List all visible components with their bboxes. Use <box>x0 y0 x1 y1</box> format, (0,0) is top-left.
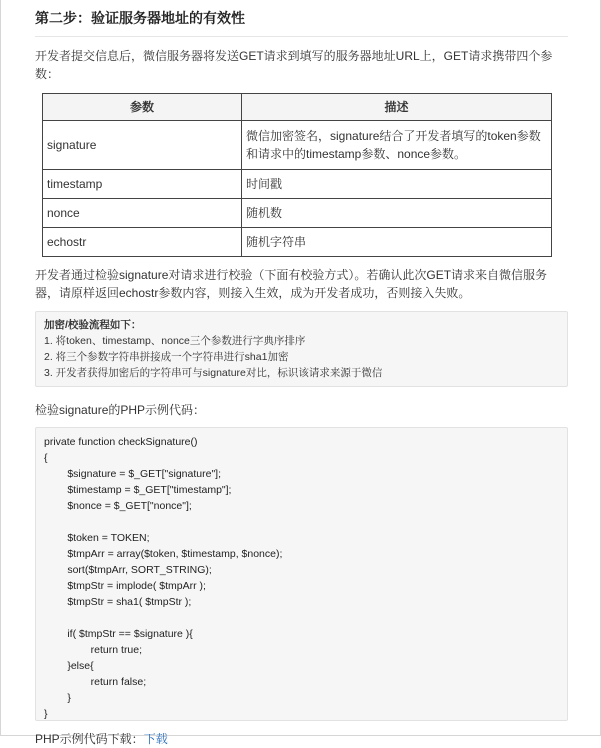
param-desc: 微信加密签名，signature结合了开发者填写的token参数和请求中的timestamp参数、nonce参数。 <box>242 121 552 170</box>
code-block: private function checkSignature() { $signature = $_GET["signature"]; $timestamp = $_GET["timestamp"]; $nonce = $_GET["nonce"]; $token = TOKEN; $tmpArr = array($token, $timestamp, $nonce); sort($tmpArr, SORT_STRING); $tmpStr = implode( $tmpArr ); $tmpStr = sha1( $tmpStr ); if( $tmpStr == $signature ){ return true; }else{ return false; } } <box>35 427 568 721</box>
section-title: 第二步：验证服务器地址的有效性 <box>35 0 568 37</box>
param-desc: 随机数 <box>242 199 552 228</box>
param-name: timestamp <box>43 170 242 199</box>
param-name: nonce <box>43 199 242 228</box>
header-param: 参数 <box>43 94 242 121</box>
flow-step: 3. 开发者获得加密后的字符串可与signature对比，标识该请求来源于微信 <box>44 367 383 379</box>
download-label: PHP示例代码下载： <box>35 732 144 746</box>
header-desc: 描述 <box>242 94 552 121</box>
table-row <box>43 121 552 170</box>
params-table <box>42 93 552 257</box>
param-desc: 随机字符串 <box>242 228 552 257</box>
param-desc: 时间戳 <box>242 170 552 199</box>
table-row <box>43 228 552 257</box>
table-row <box>43 199 552 228</box>
param-name: echostr <box>43 228 242 257</box>
content <box>1 0 600 748</box>
table-row <box>43 170 552 199</box>
flow-title: 加密/校验流程如下： <box>44 319 142 331</box>
param-name: signature <box>43 121 242 170</box>
table-header-row <box>43 94 552 121</box>
code-intro: 检验signature的PHP示例代码： <box>35 403 206 417</box>
download-link[interactable]: 下载 <box>143 732 168 746</box>
flow-box <box>35 311 568 387</box>
download-line <box>35 730 568 748</box>
flow-step: 2. 将三个参数字符串拼接成一个字符串进行sha1加密 <box>44 351 289 363</box>
intro-text: 开发者提交信息后，微信服务器将发送GET请求到填写的服务器地址URL上，GET请求携带四个参数： <box>35 49 553 81</box>
flow-step: 1. 将token、timestamp、nonce三个参数进行字典序排序 <box>44 335 306 347</box>
verify-paragraph: 开发者通过检验signature对请求进行校验（下面有校验方式）。若确认此次GET请求来自微信服务器，请原样返回echostr参数内容，则接入生效，成为开发者成功，否则接入失败。 <box>35 268 548 300</box>
